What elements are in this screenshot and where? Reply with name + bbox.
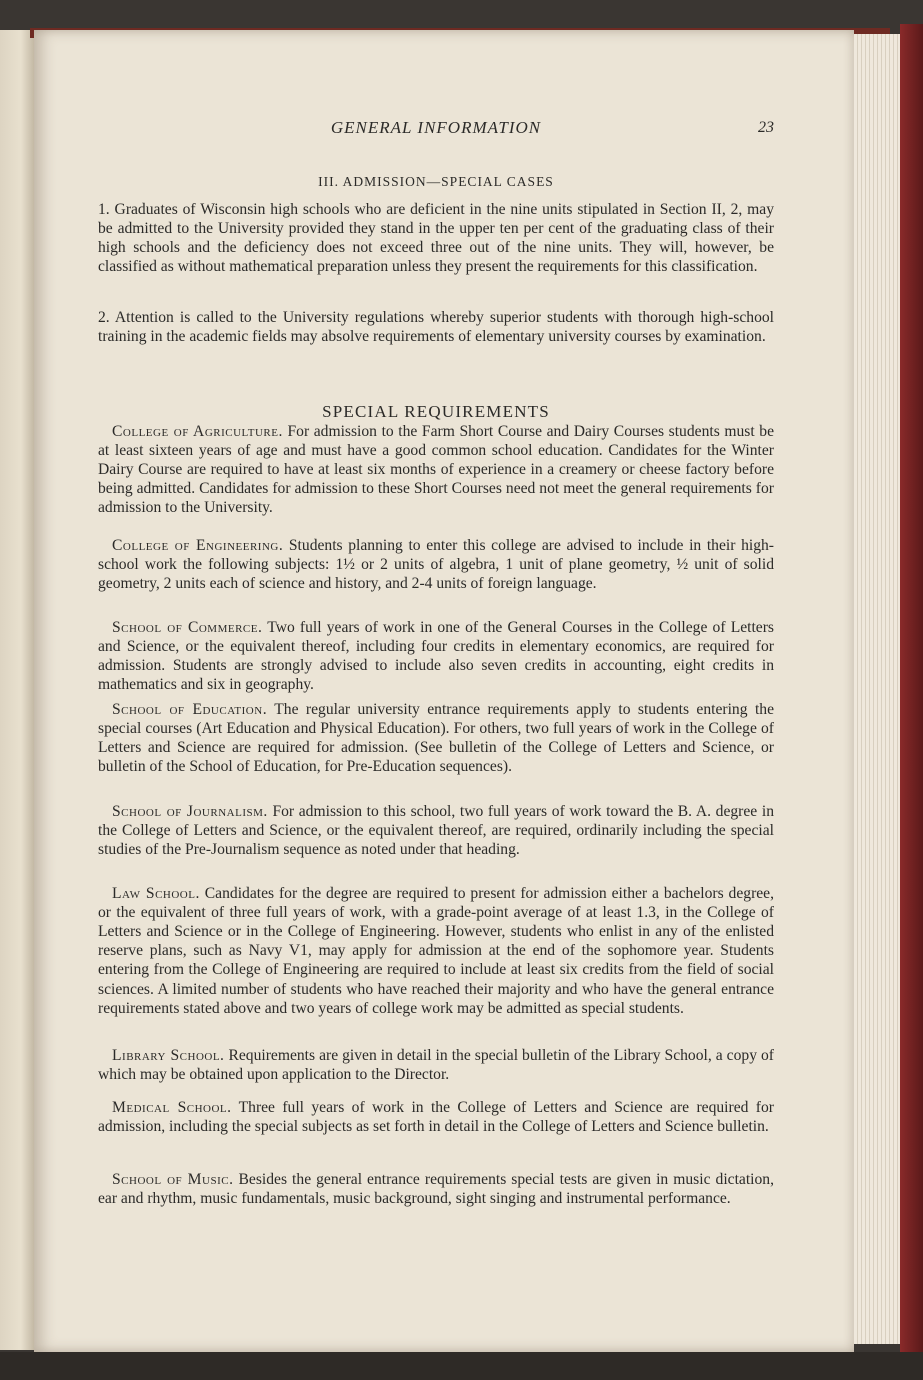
entry-lead: School of Music. (112, 1170, 234, 1188)
entry-text: Besides the general entrance requirements special tests are given in music dictation, ear and rhythm, music fundamentals, music background, sight singing and instrumental performance. (98, 1170, 774, 1207)
page-number: 23 (758, 119, 774, 136)
entry-text: Requirements are given in detail in the special bulletin of the Library School, a copy of which may be obtained upon application to the Director. (98, 1046, 774, 1083)
entry-lead: Law School. (112, 884, 200, 902)
entry-text: For admission to the Farm Short Course and Dairy Courses students must be at least sixteen years of age and must have a good common school education. Candidates for the Winter Dairy Course are required to have at least six months of experience in a creamery or cheese factory before being admitted. Candidates for admission to these Short Courses need not meet the general requirements for admission to the University. (98, 422, 774, 517)
scan-bottom-band (0, 1352, 923, 1380)
entry-text: Three full years of work in the College of Letters and Science are required for admission, including the special subjects as set forth in detail in the College of Letters and Science bulletin. (98, 1098, 774, 1135)
entry-lead: School of Commerce. (112, 618, 263, 636)
entry-education (98, 700, 774, 777)
book-cover-edge (900, 24, 923, 1354)
entry-library (98, 1046, 774, 1084)
entry-journalism (98, 802, 774, 860)
numbered-paragraph: 1. Graduates of Wisconsin high schools who are deficient in the nine units stipulated in Section II, 2, may be admitted to the University provided they stand in the upper ten per cent of the graduating class of their high schools and the deficiency does not exceed three out of the nine units. They will, however, be classified as without mathematical preparation unless they present the requirements for this classification. (98, 200, 774, 276)
entry-music (98, 1170, 774, 1208)
entry-text: Candidates for the degree are required to present for admission either a bachelors degree, or the equivalent of three full years of work, with a grade-point average of at least 1.3, in the College of Letters and Science or in the College of Engineering. However, students who enlist in any of the enlisted reserve plans, such as Navy V1, may apply for admission at the end of the sophomore year. Students entering from the College of Engineering are required to include at least six credits from the field of social sciences. A limited number of students who have reached their majority and who have the general entrance requirements stated above and two years of college work may be admitted as special students. (98, 884, 775, 1017)
entry-medical (98, 1098, 774, 1136)
entry-commerce (98, 618, 774, 695)
entry-lead: Library School. (112, 1046, 225, 1064)
entry-law (98, 884, 774, 1018)
entry-lead: School of Education. (112, 700, 268, 718)
entry-engineering (98, 536, 774, 594)
entry-lead: School of Journalism. (112, 802, 268, 820)
running-head (98, 118, 774, 140)
section-heading: III. ADMISSION—SPECIAL CASES (318, 174, 554, 189)
entry-lead: College of Engineering. (112, 536, 284, 554)
running-head-title: GENERAL INFORMATION (330, 118, 542, 137)
special-requirements-heading: SPECIAL REQUIREMENTS (322, 402, 550, 421)
entry-agriculture (98, 422, 774, 518)
entry-lead: College of Agriculture. (112, 422, 283, 440)
book-page (34, 30, 854, 1352)
entry-text: The regular university entrance requirements apply to students entering the special courses (Art Education and Physical Education). For others, two full years of work in the College of Letters and Science are required for admission. (See bulletin of the College of Letters and Science, or bulletin of the School of Education, for Pre-Education sequences). (98, 700, 774, 776)
entry-text: Students planning to enter this college are advised to include in their high-school work the following subjects: 1½ or 2 units of algebra, 1 unit of plane geometry, ½ unit of solid geometry, 2 units each of science and history, and 2-4 units of foreign language. (98, 536, 774, 592)
previous-page-edge (0, 30, 38, 1350)
numbered-paragraph: 2. Attention is called to the University regulations whereby superior students with thorough high-school training in the academic fields may absolve requirements of elementary university courses by examination. (98, 308, 774, 345)
entry-text: For admission to this school, two full years of work toward the B. A. degree in the College of Letters and Science, or the equivalent thereof, are required, ordinarily including the special studies of the Pre-Journalism sequence as noted under that heading. (98, 802, 775, 858)
entry-text: Two full years of work in one of the General Courses in the College of Letters and Science, or the equivalent thereof, including four credits in elementary economics, are required for admission. Students are strongly advised to include also seven credits in accounting, eight credits in mathematics and six in geography. (98, 618, 774, 694)
entry-lead: Medical School. (112, 1098, 232, 1116)
